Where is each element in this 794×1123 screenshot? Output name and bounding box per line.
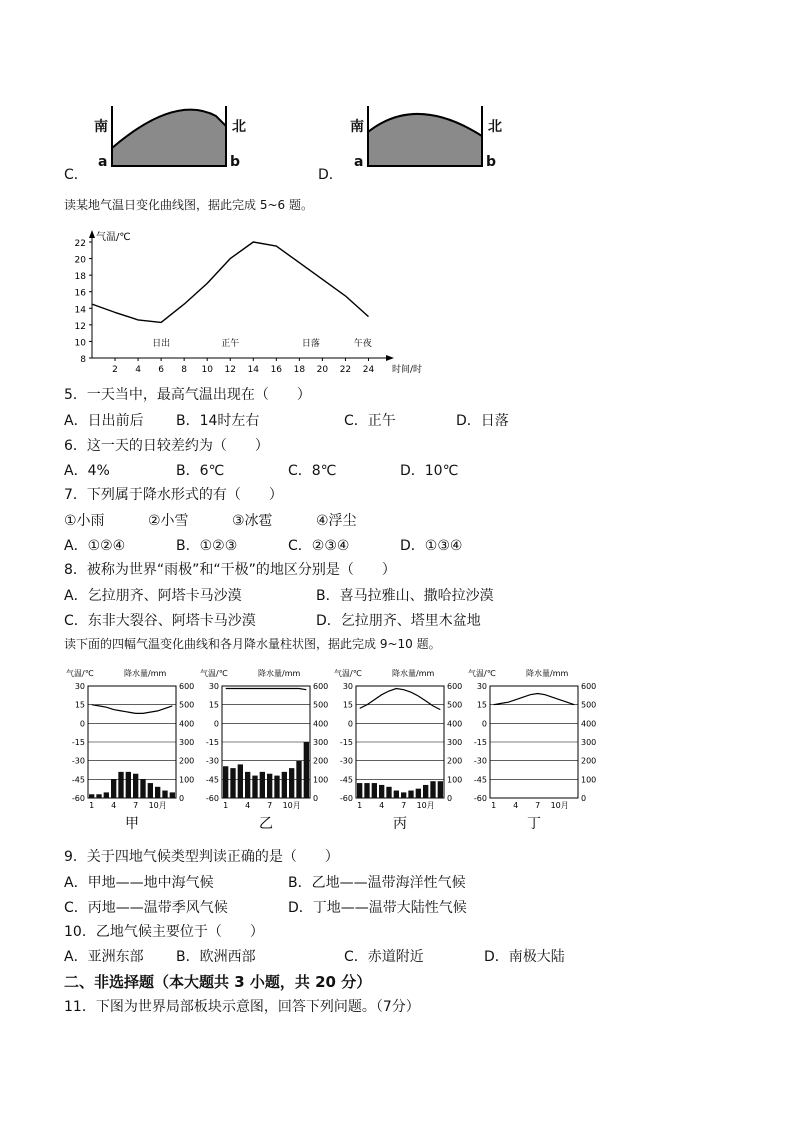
q10-option-a[interactable]: A．亚洲东部	[64, 949, 144, 965]
x-axis-label: 时间/时	[392, 365, 423, 375]
q8-option-c[interactable]: C．东非大裂谷、阿塔卡马沙漠	[64, 613, 256, 629]
month-tick-0-3: 10月	[148, 801, 167, 810]
precip-tick-1-5: 100	[313, 775, 329, 785]
y-tick-label-5: 18	[74, 272, 86, 283]
q5-option-b[interactable]: B．14时左右	[176, 413, 260, 429]
month-tick-0-0: 1	[89, 801, 95, 810]
precip-axis-label-0: 降水量/mm	[124, 669, 167, 678]
precip-tick-1-4: 200	[313, 756, 329, 766]
precip-tick-3-1: 500	[581, 700, 597, 710]
profile-d-b: b	[486, 154, 497, 170]
month-tick-3-3: 10月	[550, 801, 569, 810]
temp-curve-3	[494, 694, 575, 705]
precip-tick-3-2: 400	[581, 719, 597, 729]
q6-option-b[interactable]: B．6℃	[176, 463, 225, 479]
climate-chart-1	[200, 668, 328, 832]
chart-name-2: 丙	[393, 816, 407, 832]
temp-tick-1-1: 15	[208, 700, 219, 710]
temp-tick-3-6: -60	[473, 794, 487, 803]
precip-bar-0-11	[170, 792, 175, 798]
precip-tick-0-0: 600	[179, 682, 195, 691]
profile-c-a: a	[98, 154, 108, 170]
precip-tick-2-1: 500	[447, 700, 463, 710]
precip-bar-1-3	[245, 772, 250, 798]
y-tick-label-7: 22	[74, 239, 86, 249]
temp-tick-2-4: -30	[339, 756, 353, 766]
precip-bar-2-6	[401, 792, 406, 798]
temp-tick-0-4: -30	[71, 756, 85, 766]
precip-tick-3-0: 600	[581, 682, 597, 691]
temp-tick-2-6: -60	[339, 794, 353, 803]
annotation-3: 午夜	[353, 339, 372, 349]
x-tick-label-2: 6	[158, 365, 164, 375]
precip-bar-1-6	[267, 774, 272, 798]
profile-diagram-d	[346, 96, 506, 176]
q7-option-b[interactable]: B．①②③	[176, 538, 238, 554]
precip-bar-0-2	[104, 792, 109, 798]
q5-option-c[interactable]: C．正午	[344, 413, 396, 429]
q6-option-c[interactable]: C．8℃	[288, 463, 337, 479]
y-axis-label: 气温/℃	[96, 232, 131, 243]
month-tick-1-1: 4	[245, 801, 251, 810]
temperature-curve	[92, 242, 369, 322]
temp-tick-3-2: 0	[481, 719, 487, 729]
q8-option-b[interactable]: B．喜马拉雅山、撒哈拉沙漠	[316, 588, 494, 604]
temp-tick-1-6: -60	[205, 794, 219, 803]
q11-stem: 11．下图为世界局部板块示意图，回答下列问题。（7分）	[64, 999, 420, 1015]
climate-chart-3	[468, 668, 596, 832]
profile-d-svg	[346, 96, 506, 176]
x-tick-label-8: 18	[293, 365, 306, 375]
temp-axis-label-2: 气温/℃	[334, 669, 362, 678]
precip-tick-0-6: 0	[179, 794, 185, 803]
precip-tick-3-3: 300	[581, 738, 597, 747]
precip-bar-0-3	[111, 779, 116, 798]
annotation-2: 日落	[301, 339, 320, 349]
precip-bar-2-10	[430, 781, 435, 798]
precip-tick-1-1: 500	[313, 700, 329, 710]
precip-bar-1-9	[289, 768, 294, 798]
q9-option-c[interactable]: C．丙地——温带季风气候	[64, 900, 228, 916]
precip-bar-2-1	[364, 783, 369, 798]
temp-tick-1-5: -45	[205, 775, 219, 785]
q10-option-b[interactable]: B．欧洲西部	[176, 949, 256, 965]
precip-tick-3-6: 0	[581, 794, 587, 803]
climate-chart-2	[334, 668, 462, 832]
precip-bar-1-1	[230, 768, 235, 798]
q7-item-2: ②小雪	[148, 513, 189, 529]
precip-tick-2-5: 100	[447, 775, 463, 785]
month-tick-2-1: 4	[379, 801, 385, 810]
q7-option-a[interactable]: A．①②④	[64, 538, 126, 554]
profile-c-south: 南	[94, 119, 108, 135]
month-tick-3-0: 1	[491, 801, 497, 810]
precip-axis-label-1: 降水量/mm	[258, 669, 301, 678]
q9-option-d[interactable]: D．丁地——温带大陆性气候	[288, 900, 467, 916]
precip-bar-2-4	[386, 787, 391, 798]
intro-5-6: 读某地气温日变化曲线图，据此完成 5~6 题。	[64, 198, 313, 212]
temp-tick-2-1: 15	[342, 700, 353, 710]
temp-tick-2-0: 30	[342, 682, 353, 691]
temp-tick-3-5: -45	[473, 775, 487, 785]
y-tick-label-3: 14	[74, 305, 86, 316]
q9-option-a[interactable]: A．甲地——地中海气候	[64, 875, 214, 891]
precip-bar-0-9	[155, 787, 160, 798]
chart-name-3: 丁	[527, 816, 541, 832]
x-tick-label-9: 20	[316, 365, 329, 375]
x-tick-label-1: 4	[135, 365, 141, 375]
temp-curve-2	[360, 689, 441, 710]
precip-bar-1-4	[252, 776, 257, 798]
precip-tick-2-3: 300	[447, 738, 463, 747]
precip-bar-2-8	[416, 789, 421, 798]
precip-tick-0-5: 100	[179, 775, 195, 785]
precip-tick-1-6: 0	[313, 794, 319, 803]
precip-bar-2-3	[379, 785, 384, 798]
q6-option-d[interactable]: D．10℃	[400, 463, 459, 479]
profile-d-a: a	[354, 154, 364, 170]
chart-name-1: 乙	[259, 816, 273, 832]
x-tick-label-10: 22	[339, 365, 352, 375]
temp-tick-3-0: 30	[476, 682, 487, 691]
precip-tick-1-0: 600	[313, 682, 329, 691]
month-tick-3-1: 4	[513, 801, 519, 810]
precip-bar-2-11	[438, 781, 443, 798]
precip-bar-2-5	[394, 791, 399, 798]
temp-axis-label-3: 气温/℃	[468, 669, 496, 678]
month-tick-3-2: 7	[535, 801, 541, 810]
month-tick-2-2: 7	[401, 801, 407, 810]
precip-bar-1-8	[282, 772, 287, 798]
q10-stem: 10．乙地气候主要位于（ ）	[64, 924, 264, 940]
temp-tick-3-3: -15	[473, 738, 487, 747]
climate-charts-svg	[64, 664, 624, 840]
temp-tick-2-3: -15	[339, 738, 353, 747]
temp-tick-1-2: 0	[213, 719, 219, 729]
precip-bar-0-7	[140, 779, 145, 798]
temp-tick-1-4: -30	[205, 756, 219, 766]
precip-bar-0-10	[162, 791, 167, 798]
q8-option-d[interactable]: D．乞拉朋齐、塔里木盆地	[316, 613, 481, 629]
y-tick-label-4: 16	[74, 288, 86, 299]
precip-bar-0-5	[126, 772, 131, 798]
temp-tick-0-0: 30	[74, 682, 85, 691]
q7-option-d[interactable]: D．①③④	[400, 538, 463, 554]
precip-tick-1-2: 400	[313, 719, 329, 729]
temp-curve-1	[226, 689, 307, 690]
x-tick-label-6: 14	[247, 365, 260, 375]
chart-name-0: 甲	[125, 816, 139, 832]
annotation-0: 日出	[152, 339, 171, 349]
temp-tick-0-3: -15	[71, 738, 85, 747]
temp-tick-0-2: 0	[79, 719, 85, 729]
temp-tick-2-5: -45	[339, 775, 353, 785]
temp-tick-1-0: 30	[208, 682, 219, 691]
x-tick-label-7: 16	[270, 365, 283, 375]
annotation-1: 正午	[221, 339, 240, 349]
precip-bar-0-6	[133, 774, 138, 798]
precip-axis-label-2: 降水量/mm	[392, 669, 435, 678]
y-tick-label-1: 10	[74, 338, 86, 349]
q9-option-b[interactable]: B．乙地——温带海洋性气候	[288, 875, 466, 891]
temp-tick-2-2: 0	[347, 719, 353, 729]
temp-axis-label-0: 气温/℃	[66, 669, 94, 678]
q7-stem: 7．下列属于降水形式的有（ ）	[64, 487, 283, 503]
month-tick-2-3: 10月	[416, 801, 435, 810]
temp-chart-svg	[62, 226, 442, 376]
precip-tick-2-0: 600	[447, 682, 463, 691]
month-tick-0-1: 4	[111, 801, 117, 810]
precip-tick-1-3: 300	[313, 738, 329, 747]
precip-tick-3-5: 100	[581, 775, 597, 785]
month-tick-1-0: 1	[223, 801, 229, 810]
intro-9-10: 读下面的四幅气温变化曲线和各月降水量柱状图，据此完成 9~10 题。	[64, 637, 441, 651]
q7-item-4: ④浮尘	[316, 513, 357, 529]
y-tick-label-6: 20	[74, 255, 86, 266]
section-2-heading: 二、非选择题（本大题共 3 小题，共 20 分）	[64, 973, 372, 991]
q6-stem: 6．这一天的日较差约为（ ）	[64, 438, 269, 454]
x-tick-label-0: 2	[112, 365, 118, 375]
q5-stem: 5．一天当中，最高气温出现在（ ）	[64, 387, 311, 403]
temp-tick-0-6: -60	[71, 794, 85, 803]
q7-option-c[interactable]: C．②③④	[288, 538, 350, 554]
precip-bar-2-9	[423, 785, 428, 798]
temp-tick-3-4: -30	[473, 756, 487, 766]
x-axis-arrow	[386, 355, 394, 361]
q5-option-d[interactable]: D．日落	[456, 413, 509, 429]
temp-curve-0	[92, 705, 173, 714]
q5-option-a[interactable]: A．日出前后	[64, 413, 144, 429]
x-tick-label-3: 8	[181, 365, 188, 375]
month-tick-1-2: 7	[267, 801, 273, 810]
precip-bar-1-0	[223, 766, 228, 798]
x-tick-label-4: 10	[201, 365, 213, 375]
q7-item-3: ③冰雹	[232, 513, 273, 529]
profile-c-b: b	[230, 154, 241, 170]
precip-bar-0-4	[118, 772, 123, 798]
q10-option-c[interactable]: C．赤道附近	[344, 949, 424, 965]
precip-bar-1-11	[304, 742, 309, 798]
precip-tick-2-4: 200	[447, 756, 463, 766]
profile-c-north: 北	[232, 119, 246, 135]
precip-bar-2-2	[372, 783, 377, 798]
y-axis-arrow	[89, 230, 95, 238]
temp-chart	[62, 226, 442, 376]
precip-bar-1-7	[274, 776, 279, 798]
q7-item-1: ①小雨	[64, 513, 105, 529]
q8-stem: 8．被称为世界“雨极”和“干极”的地区分别是（ ）	[64, 562, 396, 578]
x-tick-label-11: 24	[362, 365, 375, 375]
temp-axis-label-1: 气温/℃	[200, 669, 228, 678]
precip-bar-1-5	[260, 772, 265, 798]
precip-tick-0-2: 400	[179, 719, 195, 729]
q10-option-d[interactable]: D．南极大陆	[484, 949, 565, 965]
profile-d-south: 南	[350, 119, 364, 135]
precip-bar-0-8	[148, 783, 153, 798]
y-tick-label-0: 8	[80, 355, 86, 365]
precip-bar-2-7	[408, 791, 413, 798]
x-tick-label-5: 12	[224, 365, 236, 375]
q6-option-a[interactable]: A．4%	[64, 463, 110, 479]
precip-tick-0-1: 500	[179, 700, 195, 710]
temp-tick-0-1: 15	[74, 700, 85, 710]
temp-tick-1-3: -15	[205, 738, 219, 747]
climate-charts	[64, 664, 624, 840]
option-d-label: D．	[318, 167, 343, 183]
precip-axis-label-3: 降水量/mm	[526, 669, 569, 678]
temp-tick-3-1: 15	[476, 700, 487, 710]
y-tick-label-2: 12	[74, 321, 86, 332]
precip-tick-3-4: 200	[581, 756, 597, 766]
precip-bar-1-10	[296, 761, 301, 798]
precip-bar-0-0	[89, 794, 94, 798]
q8-option-a[interactable]: A．乞拉朋齐、阿塔卡马沙漠	[64, 588, 242, 604]
climate-chart-0	[66, 668, 194, 832]
precip-tick-0-3: 300	[179, 738, 195, 747]
q9-stem: 9．关于四地气候类型判读正确的是（ ）	[64, 849, 339, 865]
precip-bar-1-2	[238, 764, 243, 798]
profile-d-north: 北	[488, 119, 502, 135]
option-c-label: C．	[64, 167, 88, 183]
profile-diagram-c	[90, 96, 250, 176]
profile-c-svg	[90, 96, 250, 176]
precip-tick-0-4: 200	[179, 756, 195, 766]
precip-tick-2-2: 400	[447, 719, 463, 729]
temp-tick-0-5: -45	[71, 775, 85, 785]
month-tick-2-0: 1	[357, 801, 363, 810]
precip-tick-2-6: 0	[447, 794, 453, 803]
precip-bar-2-0	[357, 783, 362, 798]
month-tick-0-2: 7	[133, 801, 139, 810]
precip-bar-0-1	[96, 794, 101, 798]
month-tick-1-3: 10月	[282, 801, 301, 810]
